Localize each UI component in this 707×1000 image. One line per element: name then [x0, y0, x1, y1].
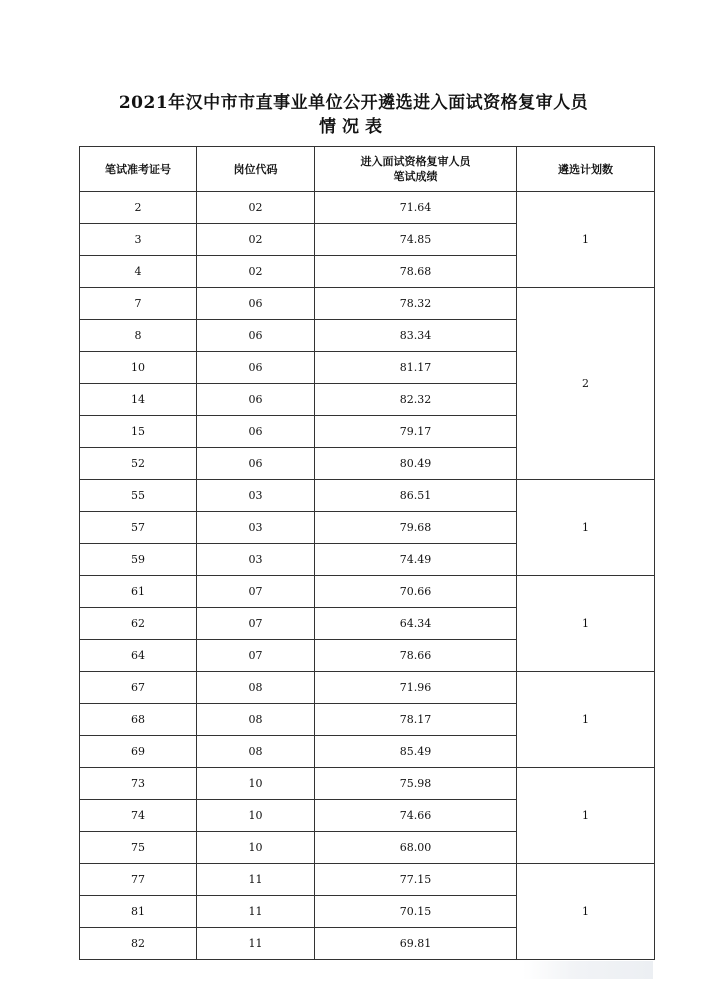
- document-title: 2021年汉中市市直事业单位公开遴选进入面试资格复审人员: [118, 93, 589, 113]
- document-subtitle: 情况表: [319, 117, 388, 137]
- score-cell: 81.17: [315, 352, 517, 384]
- score-cell: 74.85: [315, 224, 517, 256]
- exam-number-cell: 74: [80, 800, 197, 832]
- position-code-cell: 08: [197, 672, 315, 704]
- exam-number-cell: 77: [80, 864, 197, 896]
- exam-number-cell: 69: [80, 736, 197, 768]
- exam-number-cell: 2: [80, 192, 197, 224]
- exam-number-cell: 75: [80, 832, 197, 864]
- score-cell: 80.49: [315, 448, 517, 480]
- plan-count-cell: 2: [517, 288, 655, 480]
- header-position-code: 岗位代码: [197, 147, 315, 192]
- score-cell: 82.32: [315, 384, 517, 416]
- table-row: [80, 864, 655, 896]
- position-code-cell: 10: [197, 800, 315, 832]
- position-code-cell: 02: [197, 256, 315, 288]
- position-code-cell: 11: [197, 896, 315, 928]
- plan-count-cell: 1: [517, 768, 655, 864]
- header-score-line1: 进入面试资格复审人员: [360, 155, 471, 168]
- position-code-cell: 03: [197, 544, 315, 576]
- exam-number-cell: 64: [80, 640, 197, 672]
- plan-count-cell: 1: [517, 864, 655, 960]
- score-cell: 74.49: [315, 544, 517, 576]
- score-cell: 77.15: [315, 864, 517, 896]
- score-cell: 83.34: [315, 320, 517, 352]
- exam-number-cell: 67: [80, 672, 197, 704]
- exam-number-cell: 81: [80, 896, 197, 928]
- exam-number-cell: 59: [80, 544, 197, 576]
- table-row: [80, 672, 655, 704]
- position-code-cell: 02: [197, 224, 315, 256]
- position-code-cell: 11: [197, 864, 315, 896]
- score-cell: 85.49: [315, 736, 517, 768]
- score-cell: 70.66: [315, 576, 517, 608]
- score-cell: 75.98: [315, 768, 517, 800]
- score-cell: 64.34: [315, 608, 517, 640]
- plan-count-cell: 1: [517, 192, 655, 288]
- score-cell: 79.17: [315, 416, 517, 448]
- table-header-row: [80, 147, 655, 192]
- table-row: [80, 192, 655, 224]
- score-cell: 68.00: [315, 832, 517, 864]
- position-code-cell: 06: [197, 352, 315, 384]
- position-code-cell: 06: [197, 384, 315, 416]
- exam-number-cell: 62: [80, 608, 197, 640]
- position-code-cell: 07: [197, 640, 315, 672]
- exam-number-cell: 4: [80, 256, 197, 288]
- table-row: [80, 768, 655, 800]
- position-code-cell: 06: [197, 448, 315, 480]
- position-code-cell: 02: [197, 192, 315, 224]
- exam-number-cell: 57: [80, 512, 197, 544]
- score-cell: 69.81: [315, 928, 517, 960]
- exam-number-cell: 8: [80, 320, 197, 352]
- header-score: [315, 147, 517, 192]
- score-cell: 71.96: [315, 672, 517, 704]
- table-body: [80, 192, 655, 960]
- score-cell: 70.15: [315, 896, 517, 928]
- exam-number-cell: 15: [80, 416, 197, 448]
- score-cell: 74.66: [315, 800, 517, 832]
- watermark-overlay: [523, 961, 653, 979]
- position-code-cell: 10: [197, 768, 315, 800]
- score-cell: 78.32: [315, 288, 517, 320]
- header-plan-count: 遴选计划数: [517, 147, 655, 192]
- position-code-cell: 06: [197, 288, 315, 320]
- score-cell: 71.64: [315, 192, 517, 224]
- exam-number-cell: 7: [80, 288, 197, 320]
- position-code-cell: 03: [197, 512, 315, 544]
- position-code-cell: 11: [197, 928, 315, 960]
- position-code-cell: 03: [197, 480, 315, 512]
- score-cell: 78.68: [315, 256, 517, 288]
- plan-count-cell: 1: [517, 576, 655, 672]
- score-cell: 79.68: [315, 512, 517, 544]
- header-score-line2: 笔试成绩: [393, 170, 438, 183]
- plan-count-cell: 1: [517, 672, 655, 768]
- results-table: [79, 146, 655, 960]
- exam-number-cell: 55: [80, 480, 197, 512]
- position-code-cell: 06: [197, 320, 315, 352]
- table-row: [80, 576, 655, 608]
- position-code-cell: 06: [197, 416, 315, 448]
- table-row: [80, 288, 655, 320]
- exam-number-cell: 68: [80, 704, 197, 736]
- exam-number-cell: 10: [80, 352, 197, 384]
- position-code-cell: 07: [197, 576, 315, 608]
- exam-number-cell: 82: [80, 928, 197, 960]
- exam-number-cell: 52: [80, 448, 197, 480]
- position-code-cell: 08: [197, 736, 315, 768]
- position-code-cell: 10: [197, 832, 315, 864]
- plan-count-cell: 1: [517, 480, 655, 576]
- score-cell: 78.17: [315, 704, 517, 736]
- score-cell: 86.51: [315, 480, 517, 512]
- header-exam-number: 笔试准考证号: [80, 147, 197, 192]
- exam-number-cell: 61: [80, 576, 197, 608]
- exam-number-cell: 3: [80, 224, 197, 256]
- table-row: [80, 480, 655, 512]
- score-cell: 78.66: [315, 640, 517, 672]
- position-code-cell: 08: [197, 704, 315, 736]
- exam-number-cell: 14: [80, 384, 197, 416]
- exam-number-cell: 73: [80, 768, 197, 800]
- position-code-cell: 07: [197, 608, 315, 640]
